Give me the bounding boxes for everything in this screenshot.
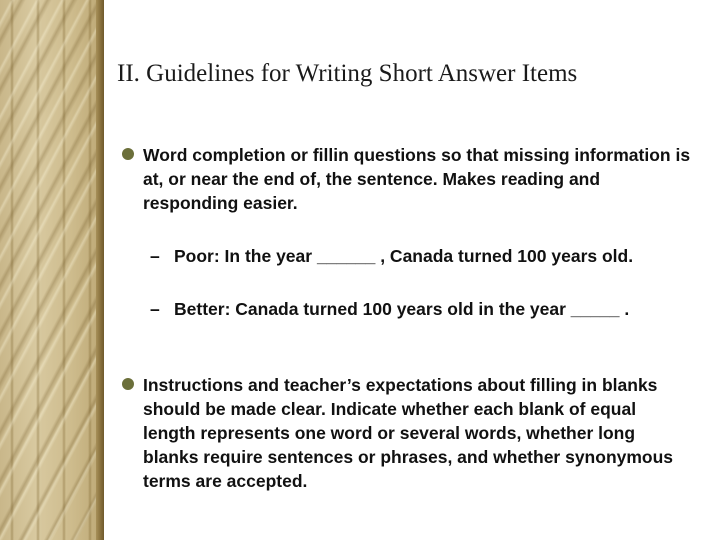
bullet-text: Instructions and teacher’s expectations about filling in blanks should be made clear. Indicate whether each blank of equal length represents one word or several words, whether long blanks require sentences or phrases, and whether synonymous terms are accepted. [143, 375, 674, 491]
sub-bullet-item [150, 297, 688, 321]
bullet-item [122, 373, 682, 493]
sidebar-edge [96, 0, 104, 540]
bullet-text: Word completion or fillin questions so that missing information is at, or near the end of, the sentence. Makes reading and responding easier. [143, 145, 691, 213]
bullet-dot-icon [122, 378, 134, 390]
sub-bullet-item [150, 244, 680, 268]
bullet-dot-icon [122, 148, 134, 160]
sub-bullet-text: Poor: In the year ______ , Canada turned 100 years old. [174, 246, 634, 266]
bullet-item [122, 143, 692, 215]
slide-title: II. Guidelines for Writing Short Answer Items [117, 60, 578, 87]
dash-marker: – [150, 246, 160, 266]
decorative-sidebar [0, 0, 104, 540]
dash-marker: – [150, 299, 160, 319]
sub-bullet-text: Better: Canada turned 100 years old in the year _____ . [174, 299, 630, 319]
